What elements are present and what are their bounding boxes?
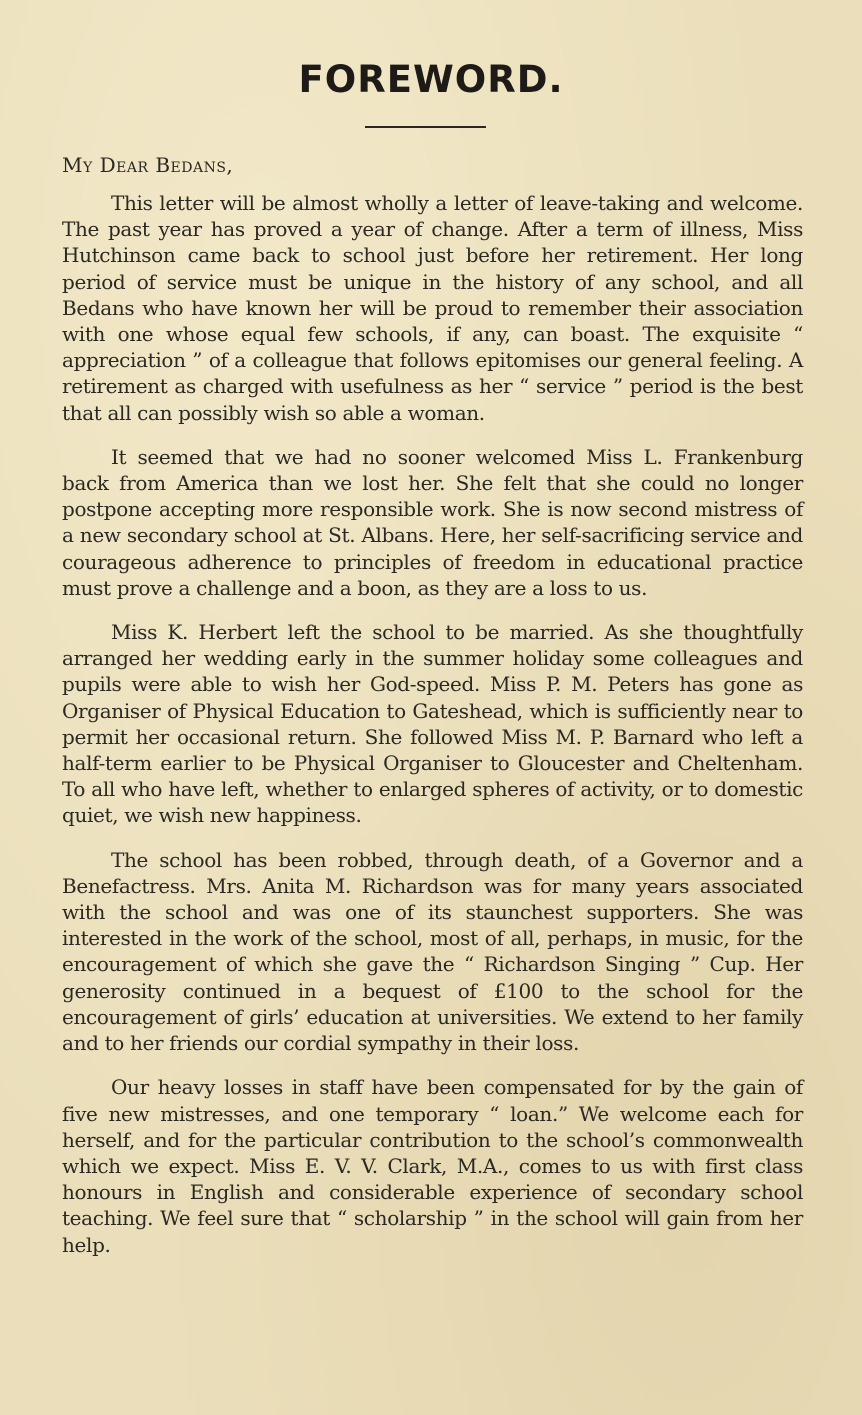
paragraph: This letter will be almost wholly a letter of leave-taking and welcome. The past year has proved a year of change. After a term of illness, Miss Hutchinson came back to school just before her retirement. Her long period of service must be unique in the history of any school, and all Bedans who have known her will be proud to remember their association with one whose equal few schools, if any, can boast. The exquisite “ appreciation ” of a colleague that follows epitomises our general feeling. A retirement as charged with usefulness as her “ service ” period is the best that all can possibly wish so able a woman. <box>62 191 803 425</box>
paragraph: Our heavy losses in staff have been compensated for by the gain of five new mistresses, and one temporary “ loan.” We welcome each for herself, and for the particular contribution to the school’s commonwealth which we expect. Miss E. V. V. Clark, M.A., comes to us with first class honours in English and considerable experience of secondary school teaching. We feel sure that “ scholarship ” in the school will gain from her help. <box>62 1075 803 1257</box>
paragraph: Miss K. Herbert left the school to be married. As she thoughtfully arranged her wedding early in the summer holiday some colleagues and pupils were able to wish her God-speed. Miss P. M. Peters has gone as Organiser of Physical Education to Gateshead, which is sufficiently near to permit her occasional return. She followed Miss M. P. Barnard who left a half-term earlier to be Physical Organiser to Gloucester and Cheltenham. To all who have left, whether to enlarged spheres of activity, or to domestic quiet, we wish new happiness. <box>62 620 803 828</box>
salutation: My Dear Bedans, <box>62 153 234 177</box>
title-divider <box>365 126 486 128</box>
paragraph: It seemed that we had no sooner welcomed Miss L. Frankenburg back from America than we lost her. She felt that she could no longer postpone accepting more responsible work. She is now second mistress of a new secondary school at St. Albans. Here, her self-sacrificing service and courageous adherence to principles of freedom in educational practice must prove a challenge and a boon, as they are a loss to us. <box>62 444 803 600</box>
paragraph: The school has been robbed, through death, of a Governor and a Benefactress. Mrs. Anita M. Richardson was for many years associated with the school and was one of its staunchest supporters. She was interested in the work of the school, most of all, perhaps, in music, for the encouragement of which she gave the “ Richardson Singing ” Cup. Her generosity continued in a bequest of £100 to the school for the encouragement of girls’ education at universities. We extend to her family and to her friends our cordial sympathy in their loss. <box>62 847 803 1056</box>
page-title: FOREWORD. <box>298 58 564 101</box>
letter-body <box>62 190 803 1276</box>
